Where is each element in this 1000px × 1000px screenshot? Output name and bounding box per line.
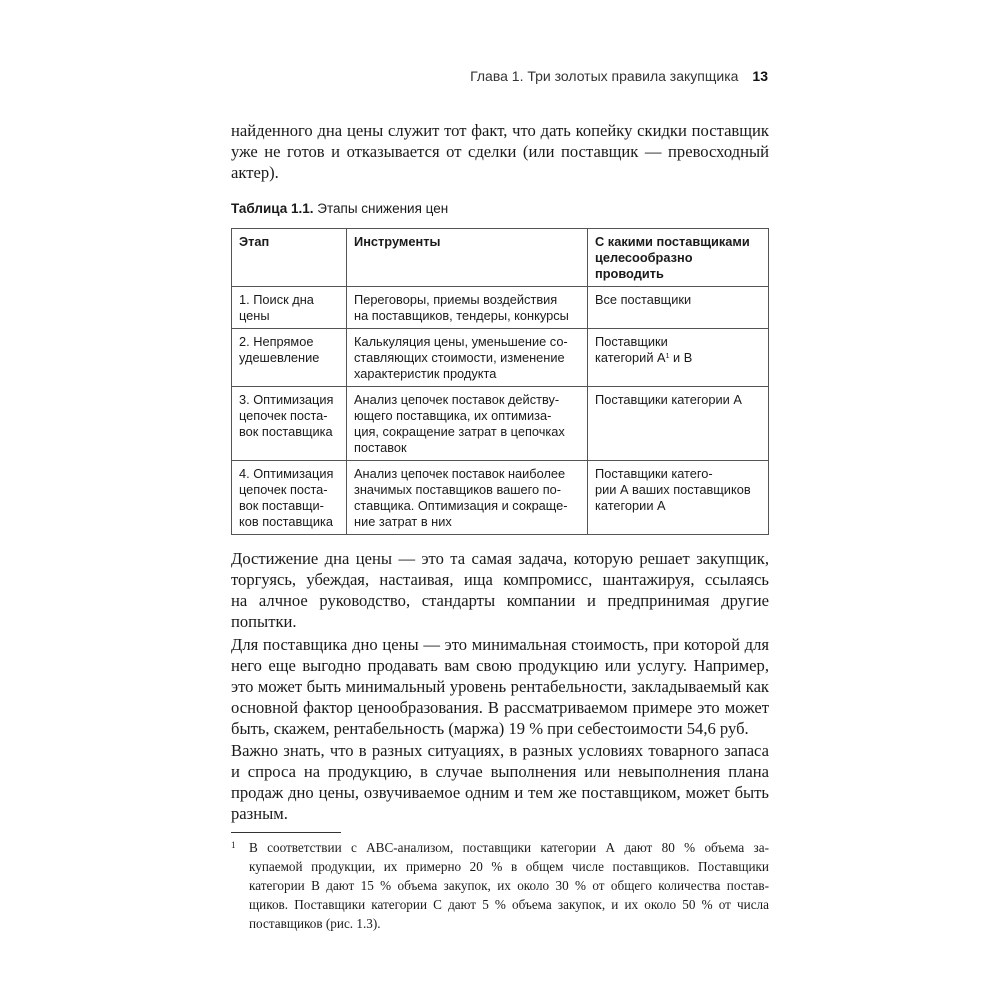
footnote-ref: 1: [665, 353, 670, 360]
table-row: [232, 461, 769, 535]
text-line: [354, 514, 580, 530]
text-line: это может быть минимальный уровень рентабельности, закладываемый как: [231, 677, 769, 696]
text-line: найденного дна цены служит тот факт, что дать копейку скидки поставщик: [231, 121, 769, 140]
table-cell: [232, 287, 347, 329]
cell-text: цепочек поста-: [239, 408, 328, 423]
text-line: [239, 408, 339, 424]
cell-text: Поставщики: [595, 334, 668, 349]
cell-text: удешевление: [239, 350, 320, 365]
cell-text: значимых поставщиков вашего по-: [354, 482, 562, 497]
text-line: [239, 350, 339, 366]
table-header-cell: [347, 229, 588, 287]
text-line: него еще выгодно продавать вам свою продукцию или услугу. Например,: [231, 656, 769, 675]
text-line: [354, 440, 580, 456]
cell-text: ставляющих стоимости, изменение: [354, 350, 565, 365]
cell-text: Калькуляция цены, уменьшение со-: [354, 334, 568, 349]
text-line: поставщиков (рис. 1.3).: [249, 916, 381, 931]
text-line: [595, 466, 761, 482]
cell-text: Все поставщики: [595, 292, 692, 307]
running-header: [470, 68, 768, 84]
text-line: [354, 424, 580, 440]
cell-text: 4. Оптимизация: [239, 466, 334, 481]
text-line: щиков. Поставщики категории С дают 5 % объема закупок, и их около 50 % от числа: [249, 897, 769, 912]
text-line: проводить: [595, 266, 664, 281]
text-line: [354, 308, 580, 324]
text-line: С какими поставщиками: [595, 234, 750, 249]
text-line: [239, 308, 339, 324]
cell-text: Анализ цепочек поставок наиболее: [354, 466, 566, 481]
text-line: продаж дно цены, озвучиваемое одним и тем же поставщиком, может быть: [231, 783, 769, 802]
cell-text: вок поставщика: [239, 424, 333, 439]
text-line: целесообразно: [595, 250, 693, 265]
text-line: категории В дают 15 % объема закупок, их около 30 % от общего количества постав-: [249, 878, 769, 893]
cell-text: 1. Поиск дна: [239, 292, 314, 307]
cell-text: категории А: [595, 498, 666, 513]
text-line: В соответствии с АВС-анализом, поставщики категории А дают 80 % объема за-: [249, 840, 769, 855]
cell-text: цены: [239, 308, 270, 323]
table-row: [232, 387, 769, 461]
footnote: [231, 838, 769, 933]
cell-text: ние затрат в них: [354, 514, 452, 529]
text-line: быть, скажем, рентабельность (маржа) 19 % при себестоимости 54,6 руб.: [231, 719, 749, 738]
paragraph: [231, 634, 769, 739]
cell-text: Переговоры, приемы воздействия: [354, 292, 558, 307]
text-line: Важно знать, что в разных ситуациях, в разных условиях товарного запаса: [231, 741, 769, 760]
text-line: и спроса на продукцию, в случае выполнения или невыполнения плана: [231, 762, 769, 781]
cell-text: на поставщиков, тендеры, конкурсы: [354, 308, 569, 323]
text-line: [354, 292, 580, 308]
text-line: [595, 292, 761, 308]
cell-text: 2. Непрямое: [239, 334, 314, 349]
cell-text: ция, сокращение затрат в цепочках: [354, 424, 565, 439]
text-line: на алчное руководство, стандарты компании и предпринимая другие: [231, 591, 769, 610]
text-line: [239, 292, 339, 308]
table-cell: [347, 461, 588, 535]
text-line: [239, 466, 339, 482]
table-cell: [232, 461, 347, 535]
text-line: [595, 334, 761, 350]
cell-text: ставщика. Оптимизация и сокраще-: [354, 498, 568, 513]
text-line: [354, 466, 580, 482]
table-cell: [232, 387, 347, 461]
footnote-number: 1: [231, 840, 236, 850]
text-line: уже не готов и отказывается от сделки (или поставщик — превосходный: [231, 142, 769, 161]
cell-text: категорий А: [595, 350, 666, 365]
text-line: актер).: [231, 163, 279, 182]
table-cell: [588, 329, 769, 387]
text-line: торгуясь, убеждая, настаивая, ища компромисс, шантажируя, ссылаясь: [231, 570, 769, 589]
text-line: [239, 482, 339, 498]
text-line: [595, 350, 761, 366]
price-reduction-table: [231, 228, 769, 535]
cell-text: Поставщики катего-: [595, 466, 713, 481]
text-line: [354, 482, 580, 498]
page-number: 13: [752, 68, 768, 84]
cell-text: ков поставщика: [239, 514, 333, 529]
text-line: [239, 514, 339, 530]
cell-text: 3. Оптимизация: [239, 392, 334, 407]
table-cell: [232, 329, 347, 387]
text-line: [354, 366, 580, 382]
table-cell: [588, 461, 769, 535]
text-line: [354, 392, 580, 408]
paragraph: [231, 548, 769, 632]
table-cell: [588, 287, 769, 329]
text-line: [354, 498, 580, 514]
text-line: Достижение дна цены — это та самая задача, которую решает закупщик,: [231, 549, 769, 568]
cell-text: и В: [669, 350, 693, 365]
text-line: купаемой продукции, их примерно 20 % в общем числе поставщиков. Поставщики: [249, 859, 769, 874]
cell-text: цепочек поста-: [239, 482, 328, 497]
table-cell: [347, 329, 588, 387]
table-cell: [588, 387, 769, 461]
text-line: Этап: [239, 234, 270, 249]
table-row: [232, 287, 769, 329]
text-line: [354, 408, 580, 424]
cell-text: Анализ цепочек поставок действу-: [354, 392, 560, 407]
table-cell: [347, 287, 588, 329]
paragraph: [231, 740, 769, 824]
cell-text: ющего поставщика, их оптимиза-: [354, 408, 552, 423]
text-line: [595, 392, 761, 408]
cell-text: поставок: [354, 440, 407, 455]
table-header-cell: [232, 229, 347, 287]
table-header-cell: [588, 229, 769, 287]
footnote-divider: [231, 832, 341, 833]
text-line: [354, 350, 580, 366]
text-line: попытки.: [231, 612, 297, 631]
text-line: [354, 334, 580, 350]
cell-text: рии А ваших поставщиков: [595, 482, 751, 497]
text-line: Инструменты: [354, 234, 441, 249]
table-row: [232, 329, 769, 387]
chapter-title: Глава 1. Три золотых правила закупщика: [470, 68, 739, 84]
text-line: основной фактор ценообразования. В рассматриваемом примере это может: [231, 698, 769, 717]
cell-text: вок поставщи-: [239, 498, 324, 513]
text-line: [239, 334, 339, 350]
table-cell: [347, 387, 588, 461]
cell-text: Поставщики категории А: [595, 392, 742, 407]
text-line: [239, 392, 339, 408]
cell-text: характеристик продукта: [354, 366, 497, 381]
text-line: [239, 424, 339, 440]
table-header-row: [232, 229, 769, 287]
text-line: разным.: [231, 804, 288, 823]
text-line: [595, 498, 761, 514]
text-line: [239, 498, 339, 514]
text-line: Для поставщика дно цены — это минимальная стоимость, при которой для: [231, 635, 769, 654]
table-caption: Таблица 1.1. Этапы снижения цен: [231, 201, 449, 216]
paragraph: [231, 120, 769, 183]
text-line: [595, 482, 761, 498]
